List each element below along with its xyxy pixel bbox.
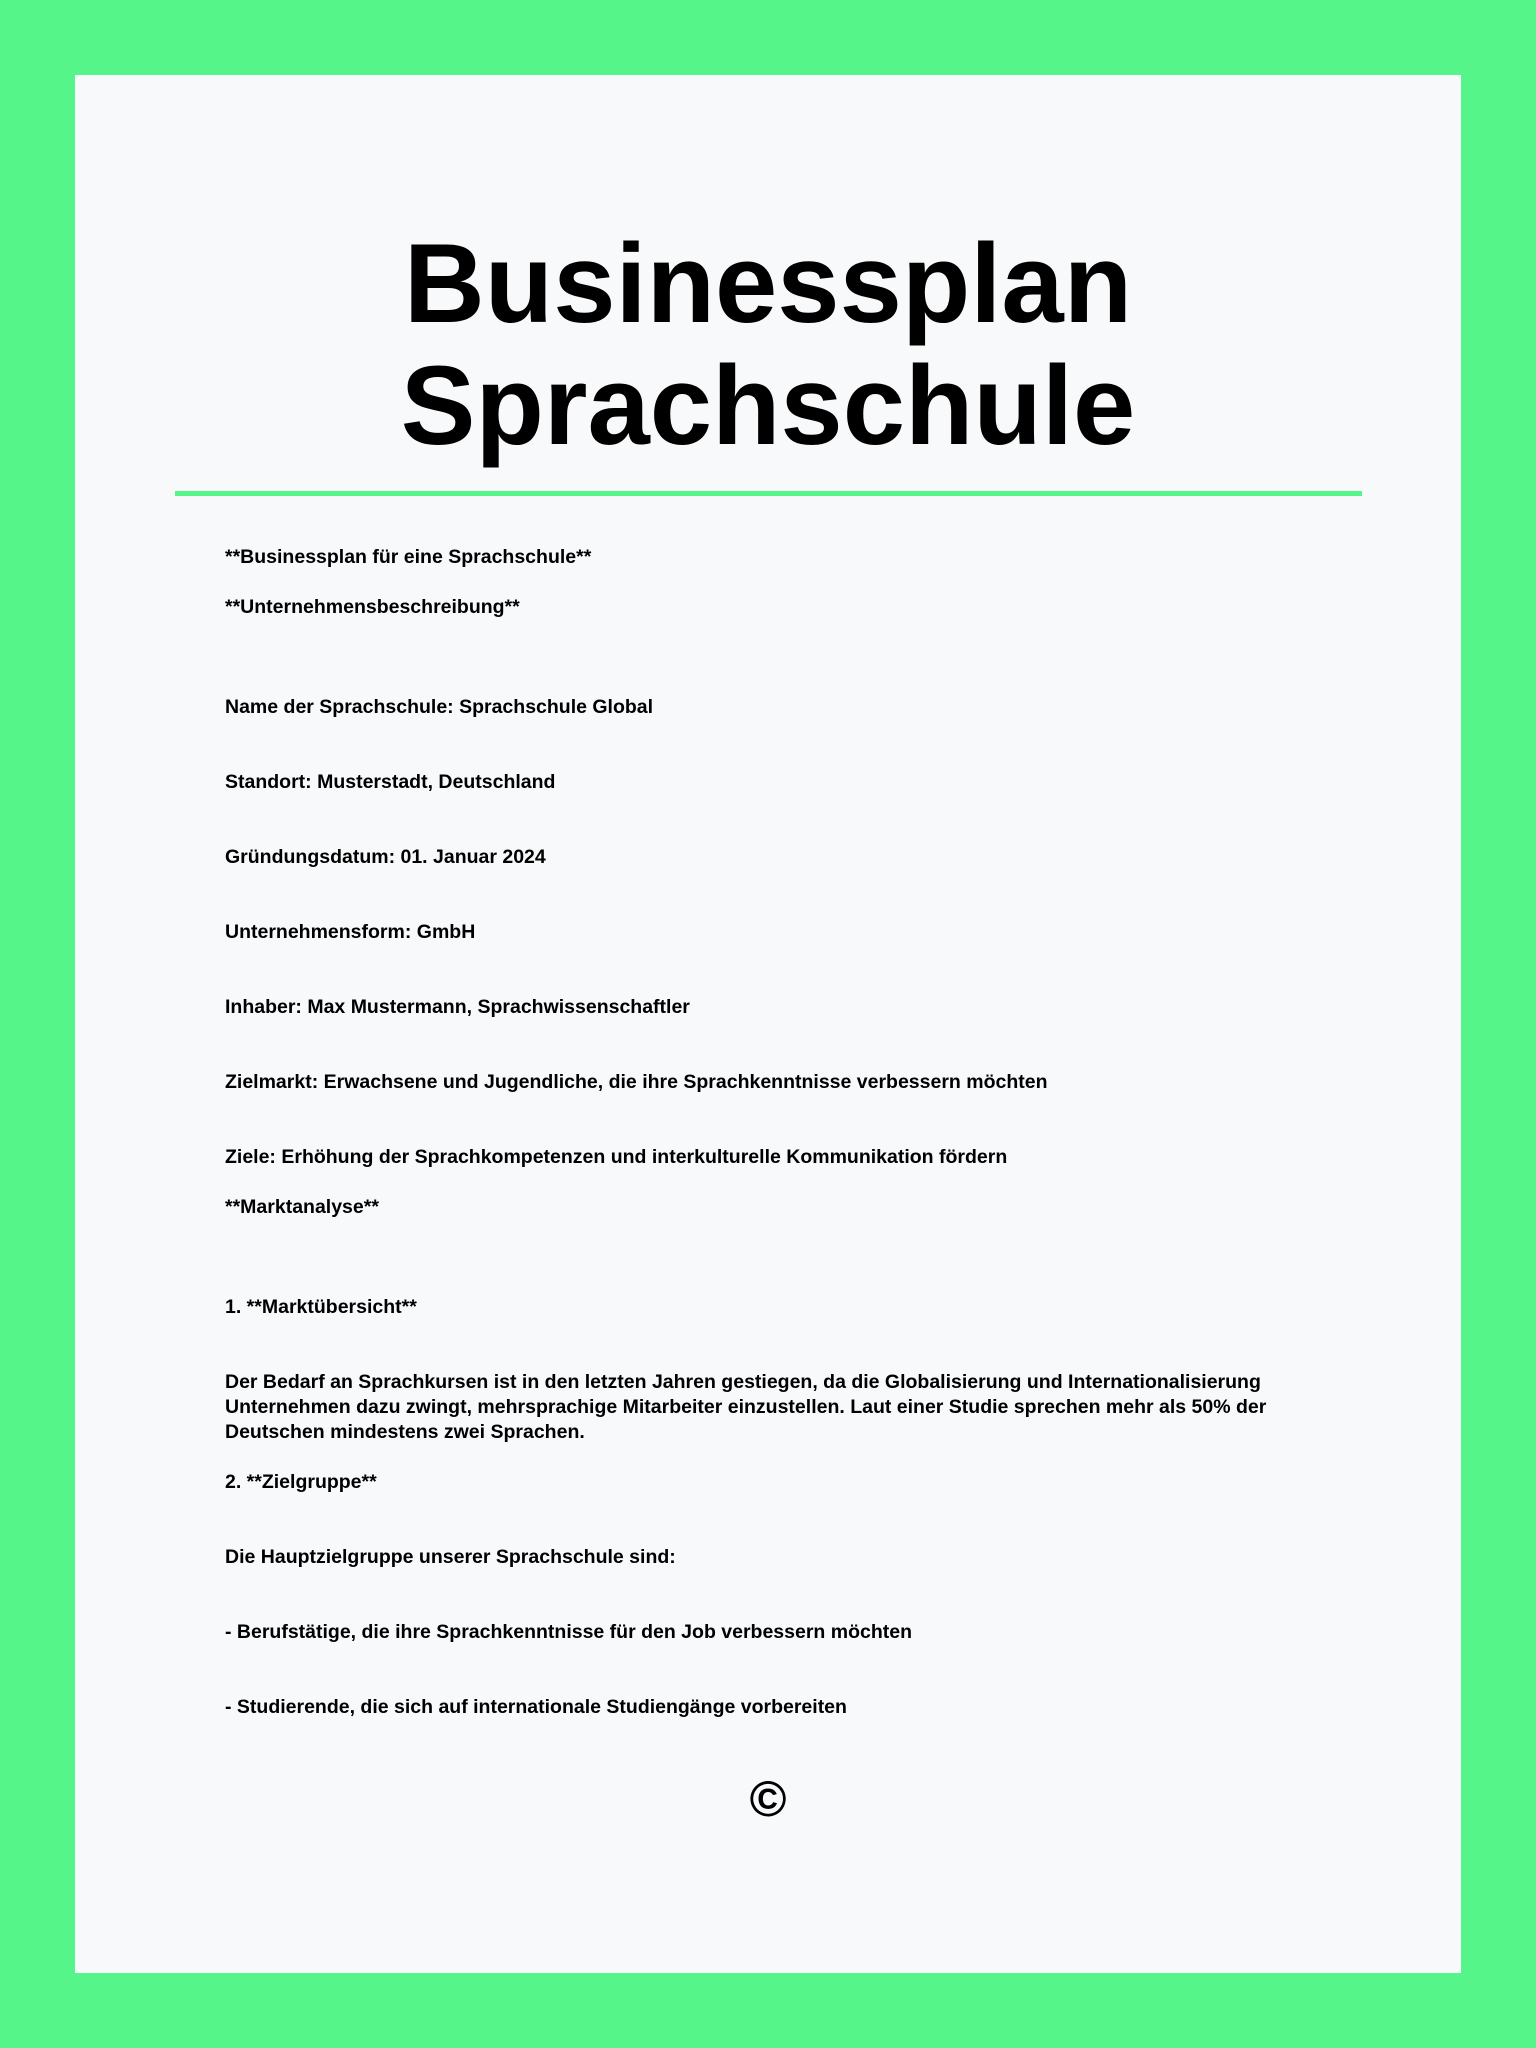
- title-line-1: Businessplan: [403, 221, 1133, 346]
- main-heading: **Businessplan für eine Sprachschule**: [225, 546, 592, 568]
- title-line-2: Sprachschule: [400, 343, 1136, 468]
- company-legal-form: Unternehmensform: GmbH: [225, 921, 476, 943]
- company-name: Name der Sprachschule: Sprachschule Global: [225, 696, 654, 718]
- company-founding-date: Gründungsdatum: 01. Januar 2024: [225, 846, 546, 868]
- title-divider: [175, 491, 1362, 496]
- market-overview-heading: 1. **Marktübersicht**: [225, 1296, 417, 1318]
- target-group-item: - Berufstätige, die ihre Sprachkenntnisse für den Job verbessern möchten: [225, 1621, 913, 1643]
- copyright-icon: ©: [749, 1771, 787, 1827]
- company-owner: Inhaber: Max Mustermann, Sprachwissenschaftler: [225, 996, 690, 1018]
- market-section-heading: **Marktanalyse**: [225, 1196, 379, 1218]
- company-target-market: Zielmarkt: Erwachsene und Jugendliche, die ihre Sprachkenntnisse verbessern möchten: [225, 1071, 1048, 1093]
- target-group-item: - Studierende, die sich auf internationale Studiengänge vorbereiten: [225, 1696, 847, 1718]
- company-section-heading: **Unternehmensbeschreibung**: [225, 596, 520, 618]
- company-goals: Ziele: Erhöhung der Sprachkompetenzen und interkulturelle Kommunikation fördern: [225, 1146, 1008, 1168]
- target-group-intro: Die Hauptzielgruppe unserer Sprachschule sind:: [225, 1546, 676, 1568]
- company-location: Standort: Musterstadt, Deutschland: [225, 771, 556, 793]
- target-group-heading: 2. **Zielgruppe**: [225, 1471, 377, 1493]
- market-overview-paragraph: Der Bedarf an Sprachkursen ist in den letzten Jahren gestiegen, da die Globalisierung und Internationalisierung Unternehmen dazu zwingt, mehrsprachige Mitarbeiter einzustellen. Laut einer Studie sprechen mehr als 50% der Deutschen mindestens zwei Sprachen.: [225, 1371, 1267, 1443]
- document-page: [75, 75, 1461, 1973]
- document-title: [75, 223, 1461, 467]
